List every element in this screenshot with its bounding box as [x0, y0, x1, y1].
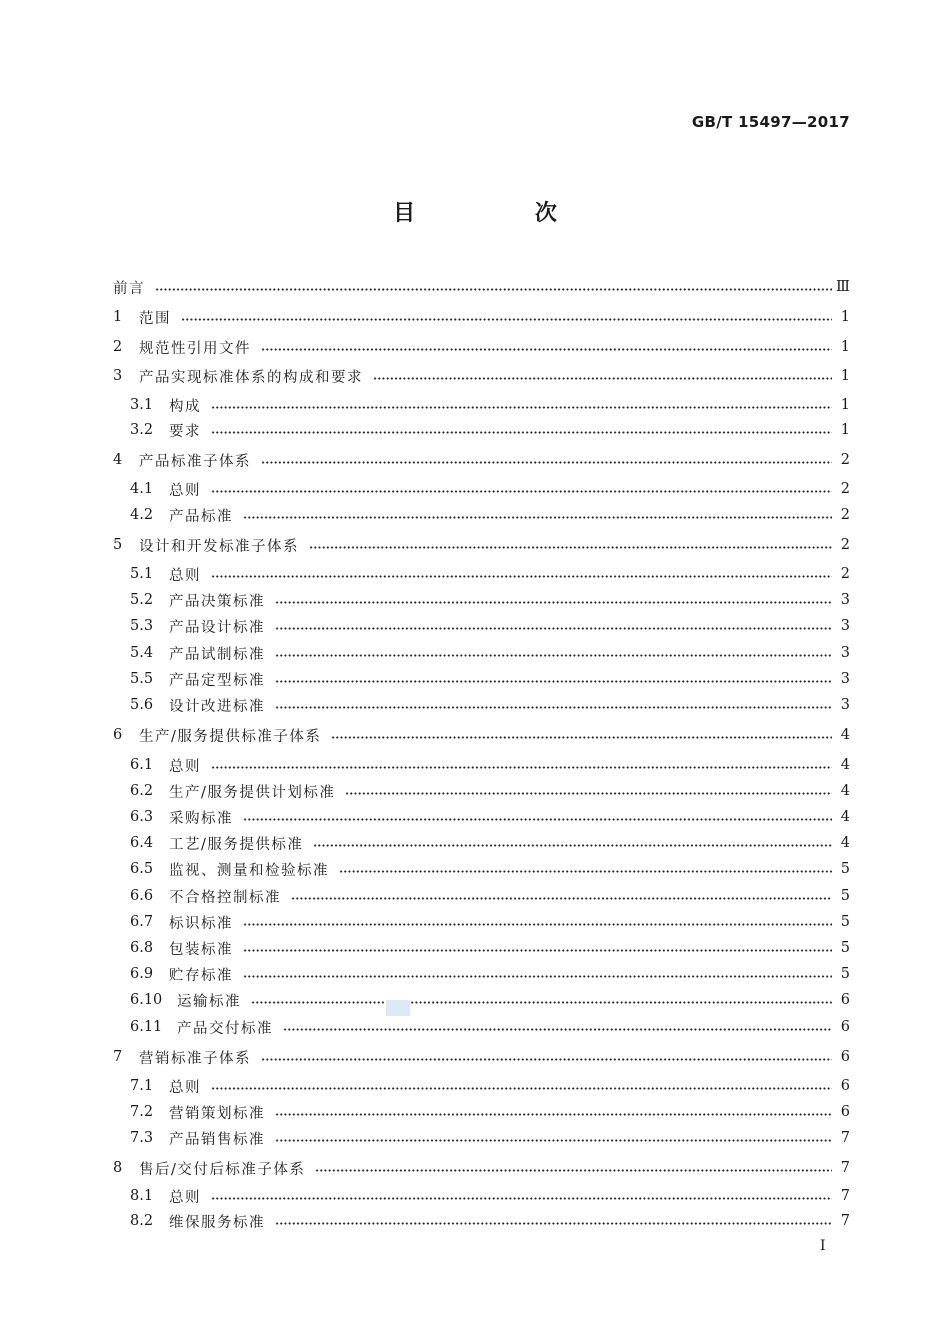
toc-entry-number: 6: [113, 727, 123, 743]
toc-entry-page: 1: [840, 397, 850, 413]
toc-entry[interactable]: [113, 1157, 850, 1179]
toc-entry-page: 2: [840, 452, 850, 468]
toc-entry-page: 4: [840, 783, 850, 799]
toc-entry-page: 5: [840, 940, 850, 956]
toc-entry[interactable]: [113, 724, 850, 746]
toc-entry-page: 6: [840, 1019, 850, 1035]
toc-entry[interactable]: [130, 1127, 850, 1149]
toc-entry-label: 不合格控制标准: [169, 889, 281, 906]
standard-code: GB/T 15497—2017: [691, 113, 850, 131]
toc-entry[interactable]: [130, 419, 850, 441]
toc-entry-page: 1: [840, 422, 850, 438]
toc-entry-label: 总则: [169, 1189, 201, 1206]
toc-entry-page: 3: [840, 618, 850, 634]
toc-entry-number: 6.2: [130, 783, 154, 799]
dot-leader: [275, 706, 832, 709]
toc-entry-page: 6: [840, 1078, 850, 1094]
dot-leader: [331, 736, 832, 739]
dot-leader: [309, 546, 832, 549]
toc-entry[interactable]: [130, 1016, 850, 1038]
toc-entry-page: 5: [840, 888, 850, 904]
dot-leader: [283, 1028, 832, 1031]
dot-leader: [315, 1169, 832, 1172]
toc-entry-number: 5.2: [130, 592, 154, 608]
toc-entry[interactable]: [130, 504, 850, 526]
toc-entry-label: 产品标准: [169, 508, 233, 525]
toc-entry-number: 6.3: [130, 809, 154, 825]
toc-entry-label: 维保服务标准: [169, 1214, 265, 1231]
watermark-logo: [386, 1000, 410, 1016]
toc-entry-number: 4.2: [130, 507, 154, 523]
dot-leader: [211, 406, 832, 409]
toc-entry[interactable]: [130, 615, 850, 637]
toc-entry-number: 7: [113, 1049, 123, 1065]
toc-entry-number: 6.1: [130, 757, 154, 773]
toc-entry-page: 4: [840, 727, 850, 743]
toc-entry-page: 2: [840, 507, 850, 523]
toc-entry-page: 6: [840, 1049, 850, 1065]
toc-entry[interactable]: [130, 832, 850, 854]
toc-entry-page: 2: [840, 566, 850, 582]
toc-entry[interactable]: [113, 449, 850, 471]
toc-entry[interactable]: [113, 534, 850, 556]
dot-leader: [211, 431, 832, 434]
toc-entry-number: 4: [113, 452, 123, 468]
toc-entry-label: 贮存标准: [169, 967, 233, 984]
toc-entry-label: 总则: [169, 1079, 201, 1096]
toc-entry-label: 生产/服务提供计划标准: [169, 784, 336, 801]
toc-entry-page: 7: [840, 1213, 850, 1229]
dot-leader: [291, 897, 832, 900]
dot-leader: [275, 1222, 832, 1225]
toc-entry-number: 8.1: [130, 1188, 154, 1204]
toc-entry-page: 1: [840, 339, 850, 355]
toc-entry[interactable]: [130, 885, 850, 907]
toc-entry-page: 6: [840, 1104, 850, 1120]
toc-entry-number: 3.1: [130, 397, 154, 413]
toc-entry-label: 设计和开发标准子体系: [139, 538, 299, 555]
page-title: 目 次: [393, 201, 613, 226]
toc-entry-number: 6.6: [130, 888, 154, 904]
dot-leader: [211, 1087, 832, 1090]
toc-entry[interactable]: [130, 668, 850, 690]
toc-entry-page: 3: [840, 697, 850, 713]
toc-entry-label: 产品销售标准: [169, 1131, 265, 1148]
toc-entry-number: 7.1: [130, 1078, 154, 1094]
toc-entry-number: 5.6: [130, 697, 154, 713]
dot-leader: [275, 654, 832, 657]
toc-entry-label: 规范性引用文件: [139, 340, 251, 357]
toc-entry-label: 运输标准: [177, 993, 241, 1010]
toc-entry-label: 售后/交付后标准子体系: [139, 1161, 306, 1178]
toc-entry-number: 8.2: [130, 1213, 154, 1229]
toc-entry[interactable]: [130, 478, 850, 500]
toc-entry[interactable]: [130, 1210, 850, 1232]
dot-leader: [243, 949, 832, 952]
dot-leader: [211, 490, 832, 493]
toc-entry-label: 包装标准: [169, 941, 233, 958]
toc-entry-label: 总则: [169, 482, 201, 499]
toc-entry-page: 1: [840, 368, 850, 384]
toc-entry-number: 6.7: [130, 914, 154, 930]
toc-entry-label: 采购标准: [169, 810, 233, 827]
toc-entry-number: 5.1: [130, 566, 154, 582]
toc-entry-number: 5.5: [130, 671, 154, 687]
toc-entry-page: 4: [840, 835, 850, 851]
toc-entry-label: 营销标准子体系: [139, 1050, 251, 1067]
dot-leader: [275, 627, 832, 630]
toc-entry[interactable]: [130, 806, 850, 828]
toc-entry-page: 7: [840, 1188, 850, 1204]
page-number: I: [820, 1238, 826, 1254]
toc-entry-page: 3: [840, 671, 850, 687]
toc-entry-label: 工艺/服务提供标准: [169, 836, 304, 853]
dot-leader: [211, 766, 832, 769]
dot-leader: [261, 461, 832, 464]
toc-entry-number: 6.8: [130, 940, 154, 956]
toc-entry-number: 6.10: [130, 992, 163, 1008]
toc-entry[interactable]: [130, 589, 850, 611]
toc-entry-number: 3.2: [130, 422, 154, 438]
toc-entry-label: 前言: [113, 280, 145, 297]
toc-entry-page: 4: [840, 757, 850, 773]
dot-leader: [345, 792, 832, 795]
toc-entry-label: 生产/服务提供标准子体系: [139, 728, 322, 745]
toc-entry-page: 5: [840, 914, 850, 930]
toc-entry-number: 6.4: [130, 835, 154, 851]
toc-entry[interactable]: [130, 694, 850, 716]
toc-entry-label: 产品标准子体系: [139, 453, 251, 470]
toc-entry-page: 3: [840, 592, 850, 608]
toc-entry[interactable]: [113, 1046, 850, 1068]
dot-leader: [313, 844, 832, 847]
dot-leader: [211, 575, 832, 578]
toc-entry-page: 2: [840, 537, 850, 553]
toc-entry[interactable]: [130, 1075, 850, 1097]
toc-entry-page: 1: [840, 309, 850, 325]
dot-leader: [251, 1001, 832, 1004]
dot-leader: [243, 975, 832, 978]
toc-entry-number: 8: [113, 1160, 123, 1176]
toc-entry-page: 2: [840, 481, 850, 497]
dot-leader: [211, 1197, 832, 1200]
dot-leader: [243, 818, 832, 821]
toc-entry-number: 2: [113, 339, 123, 355]
dot-leader: [243, 923, 832, 926]
dot-leader: [261, 1058, 832, 1061]
toc-entry[interactable]: [130, 989, 850, 1011]
toc-entry[interactable]: [130, 911, 850, 933]
toc-entry-label: 监视、测量和检验标准: [169, 862, 329, 879]
dot-leader: [275, 1113, 832, 1116]
toc-entry-number: 6.5: [130, 861, 154, 877]
toc-entry-label: 范围: [139, 310, 171, 327]
dot-leader: [243, 516, 832, 519]
toc-entry-label: 标识标准: [169, 915, 233, 932]
toc-entry[interactable]: [130, 754, 850, 776]
toc-entry[interactable]: [130, 858, 850, 880]
toc-entry-number: 1: [113, 309, 123, 325]
toc-entry[interactable]: [130, 563, 850, 585]
toc-entry-page: 6: [840, 992, 850, 1008]
dot-leader: [261, 348, 832, 351]
toc-entry[interactable]: [130, 1185, 850, 1207]
toc-entry[interactable]: [113, 336, 850, 358]
dot-leader: [181, 318, 832, 321]
toc-entry-label: 营销策划标准: [169, 1105, 265, 1122]
toc-entry-page: 7: [840, 1160, 850, 1176]
toc-entry-label: 设计改进标准: [169, 698, 265, 715]
toc-entry-number: 6.11: [130, 1019, 163, 1035]
toc-entry[interactable]: [130, 642, 850, 664]
toc-entry-label: 总则: [169, 567, 201, 584]
toc-entry-label: 产品试制标准: [169, 646, 265, 663]
toc-entry-label: 总则: [169, 758, 201, 775]
toc-entry-number: 4.1: [130, 481, 154, 497]
toc-entry[interactable]: [130, 937, 850, 959]
toc-entry[interactable]: [130, 780, 850, 802]
dot-leader: [373, 377, 832, 380]
toc-entry-number: 7.2: [130, 1104, 154, 1120]
toc-entry-page: 5: [840, 861, 850, 877]
toc-entry-number: 6.9: [130, 966, 154, 982]
toc-entry-page: 5: [840, 966, 850, 982]
toc-entry-label: 构成: [169, 398, 201, 415]
toc-entry[interactable]: [130, 394, 850, 416]
toc-entry[interactable]: [113, 306, 850, 328]
toc-entry-label: 产品决策标准: [169, 593, 265, 610]
dot-leader: [339, 870, 832, 873]
toc-entry-label: 要求: [169, 423, 201, 440]
toc-entry-label: 产品设计标准: [169, 619, 265, 636]
toc-entry-number: 5.3: [130, 618, 154, 634]
toc-entry-page: 7: [840, 1130, 850, 1146]
toc-entry-page: Ⅲ: [836, 279, 850, 295]
toc-entry[interactable]: [130, 963, 850, 985]
toc-entry-label: 产品交付标准: [177, 1020, 273, 1037]
toc-entry-page: 3: [840, 645, 850, 661]
toc-entry[interactable]: [113, 276, 850, 298]
toc-entry-label: 产品定型标准: [169, 672, 265, 689]
toc-entry-number: 5.4: [130, 645, 154, 661]
toc-entry[interactable]: [113, 365, 850, 387]
toc-entry-number: 3: [113, 368, 123, 384]
dot-leader: [275, 601, 832, 604]
dot-leader: [275, 680, 832, 683]
toc-entry[interactable]: [130, 1101, 850, 1123]
toc-entry-page: 4: [840, 809, 850, 825]
dot-leader: [155, 288, 832, 291]
toc-entry-label: 产品实现标准体系的构成和要求: [139, 369, 363, 386]
toc-entry-number: 7.3: [130, 1130, 154, 1146]
dot-leader: [275, 1139, 832, 1142]
toc-entry-number: 5: [113, 537, 123, 553]
